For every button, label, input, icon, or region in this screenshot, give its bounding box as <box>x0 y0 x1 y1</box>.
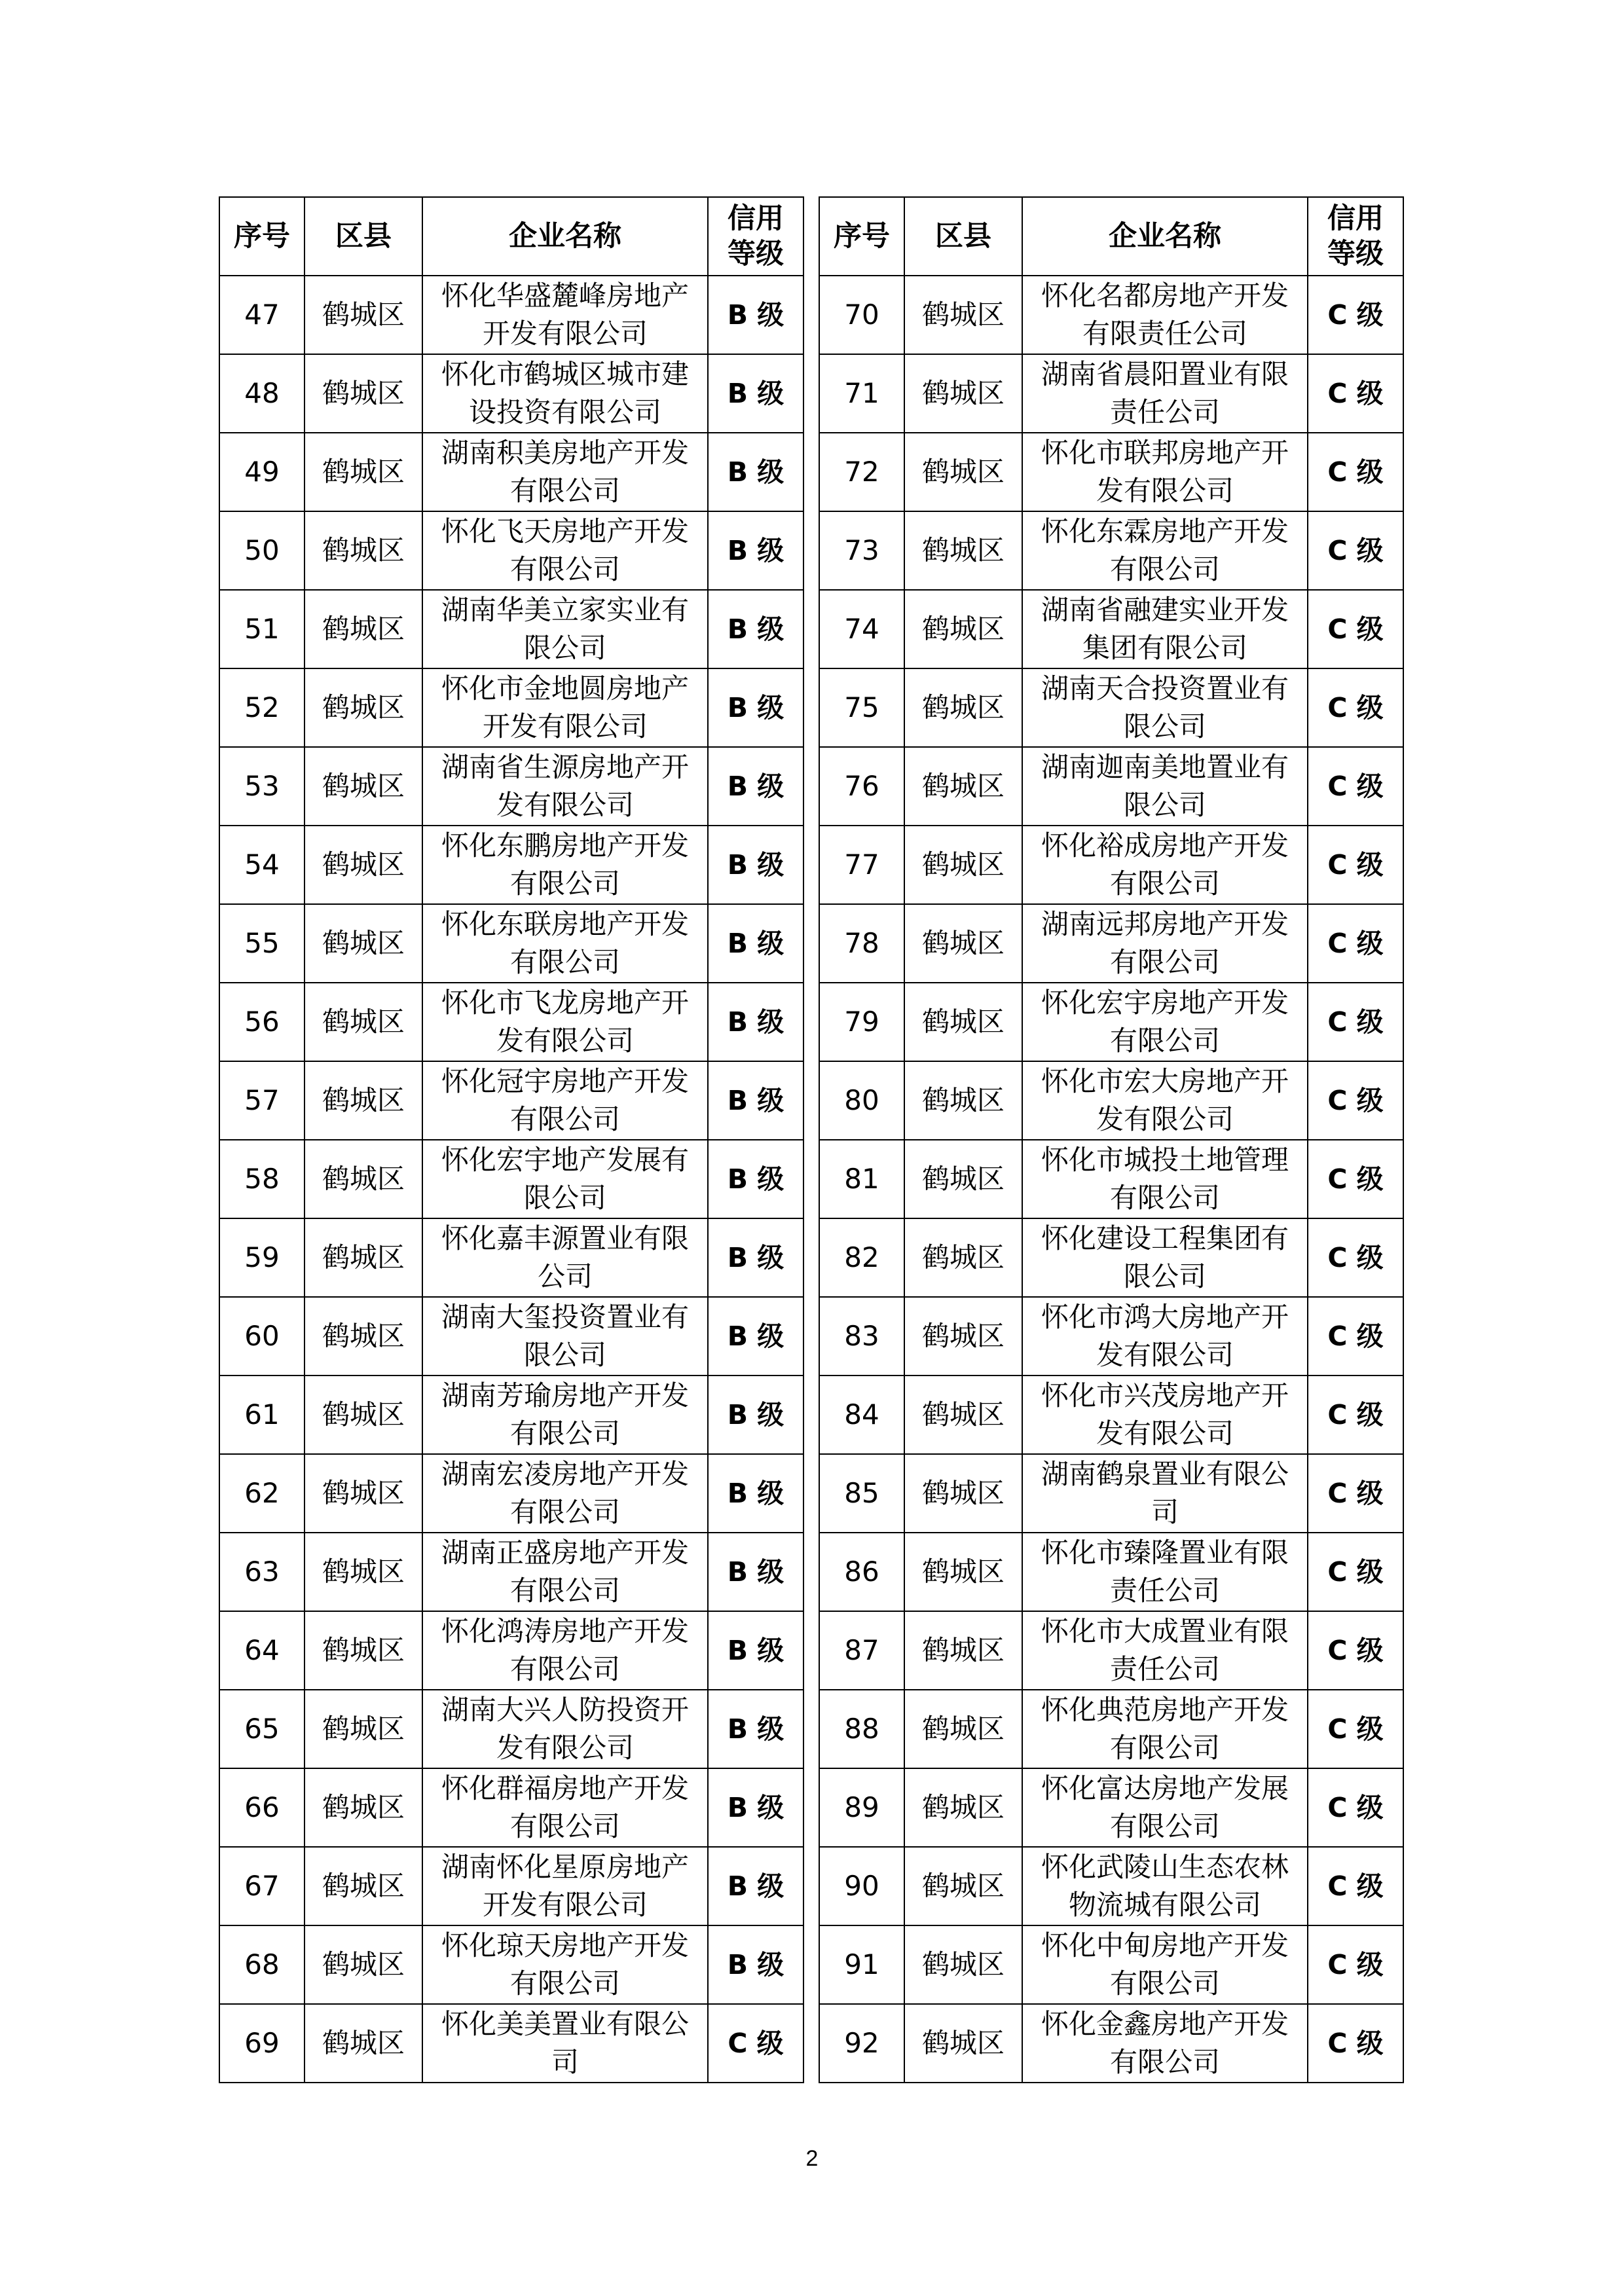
cell-seq: 53 <box>219 747 304 826</box>
cell-seq: 88 <box>819 1690 904 1768</box>
header-grade-line1: 信用 <box>728 202 784 235</box>
cell-credit-grade: B 级 <box>708 826 803 904</box>
header-company: 企业名称 <box>422 197 708 276</box>
cell-credit-grade: C 级 <box>1308 1454 1403 1533</box>
credit-table-left <box>219 196 804 2083</box>
cell-company-name: 怀化群福房地产开发有限公司 <box>422 1768 708 1847</box>
cell-seq: 79 <box>819 983 904 1061</box>
cell-credit-grade: C 级 <box>1308 590 1403 668</box>
table-row <box>819 983 1403 1061</box>
cell-credit-grade: B 级 <box>708 433 803 511</box>
cell-credit-grade: B 级 <box>708 1533 803 1611</box>
cell-district: 鹤城区 <box>904 354 1022 433</box>
cell-company-name: 湖南华美立家实业有限公司 <box>422 590 708 668</box>
cell-district: 鹤城区 <box>304 1768 422 1847</box>
table-row <box>219 276 803 354</box>
table-body-left <box>219 276 803 2083</box>
cell-seq: 58 <box>219 1140 304 1218</box>
cell-company-name: 怀化嘉丰源置业有限公司 <box>422 1218 708 1297</box>
table-row <box>819 904 1403 983</box>
table-row <box>819 668 1403 747</box>
cell-district: 鹤城区 <box>904 1925 1022 2004</box>
cell-company-name: 怀化建设工程集团有限公司 <box>1022 1218 1308 1297</box>
cell-credit-grade: B 级 <box>708 354 803 433</box>
cell-seq: 92 <box>819 2004 904 2083</box>
cell-company-name: 怀化鸿涛房地产开发有限公司 <box>422 1611 708 1690</box>
cell-company-name: 怀化东鹏房地产开发有限公司 <box>422 826 708 904</box>
cell-company-name: 怀化宏宇地产发展有限公司 <box>422 1140 708 1218</box>
cell-seq: 64 <box>219 1611 304 1690</box>
cell-company-name: 湖南远邦房地产开发有限公司 <box>1022 904 1308 983</box>
cell-seq: 52 <box>219 668 304 747</box>
table-row <box>219 354 803 433</box>
cell-seq: 83 <box>819 1297 904 1376</box>
cell-district: 鹤城区 <box>304 983 422 1061</box>
table-row <box>819 1140 1403 1218</box>
cell-credit-grade: C 级 <box>1308 354 1403 433</box>
cell-company-name: 湖南正盛房地产开发有限公司 <box>422 1533 708 1611</box>
table-row <box>819 1768 1403 1847</box>
table-row <box>219 983 803 1061</box>
cell-district: 鹤城区 <box>304 1454 422 1533</box>
table-row <box>219 904 803 983</box>
cell-district: 鹤城区 <box>904 276 1022 354</box>
table-row <box>819 590 1403 668</box>
cell-seq: 74 <box>819 590 904 668</box>
cell-credit-grade: C 级 <box>1308 1847 1403 1925</box>
cell-company-name: 怀化市金地圆房地产开发有限公司 <box>422 668 708 747</box>
cell-company-name: 湖南迦南美地置业有限公司 <box>1022 747 1308 826</box>
cell-district: 鹤城区 <box>304 747 422 826</box>
cell-district: 鹤城区 <box>304 1847 422 1925</box>
cell-district: 鹤城区 <box>304 1218 422 1297</box>
cell-seq: 51 <box>219 590 304 668</box>
cell-credit-grade: C 级 <box>1308 276 1403 354</box>
table-row <box>219 1768 803 1847</box>
cell-company-name: 怀化市鹤城区城市建设投资有限公司 <box>422 354 708 433</box>
cell-credit-grade: C 级 <box>708 2004 803 2083</box>
cell-seq: 87 <box>819 1611 904 1690</box>
cell-company-name: 湖南鹤泉置业有限公司 <box>1022 1454 1308 1533</box>
cell-credit-grade: C 级 <box>1308 1533 1403 1611</box>
cell-seq: 91 <box>819 1925 904 2004</box>
cell-credit-grade: C 级 <box>1308 1140 1403 1218</box>
cell-district: 鹤城区 <box>304 1925 422 2004</box>
cell-district: 鹤城区 <box>904 590 1022 668</box>
cell-credit-grade: B 级 <box>708 1218 803 1297</box>
cell-seq: 76 <box>819 747 904 826</box>
cell-credit-grade: B 级 <box>708 1376 803 1454</box>
cell-seq: 68 <box>219 1925 304 2004</box>
cell-district: 鹤城区 <box>904 1297 1022 1376</box>
cell-district: 鹤城区 <box>904 1768 1022 1847</box>
cell-company-name: 湖南宏凌房地产开发有限公司 <box>422 1454 708 1533</box>
table-row <box>219 1140 803 1218</box>
cell-seq: 84 <box>819 1376 904 1454</box>
cell-district: 鹤城区 <box>304 1611 422 1690</box>
cell-seq: 48 <box>219 354 304 433</box>
cell-credit-grade: B 级 <box>708 1140 803 1218</box>
cell-district: 鹤城区 <box>304 1376 422 1454</box>
table-row <box>819 747 1403 826</box>
table-row <box>819 1376 1403 1454</box>
cell-seq: 49 <box>219 433 304 511</box>
cell-company-name: 怀化市飞龙房地产开发有限公司 <box>422 983 708 1061</box>
cell-credit-grade: C 级 <box>1308 511 1403 590</box>
table-row <box>819 511 1403 590</box>
cell-district: 鹤城区 <box>304 1690 422 1768</box>
table-row <box>819 1533 1403 1611</box>
cell-company-name: 怀化金鑫房地产开发有限公司 <box>1022 2004 1308 2083</box>
cell-seq: 60 <box>219 1297 304 1376</box>
table-row <box>819 1847 1403 1925</box>
cell-company-name: 怀化市鸿大房地产开发有限公司 <box>1022 1297 1308 1376</box>
cell-credit-grade: B 级 <box>708 747 803 826</box>
cell-credit-grade: C 级 <box>1308 1925 1403 2004</box>
cell-seq: 75 <box>819 668 904 747</box>
cell-credit-grade: B 级 <box>708 1690 803 1768</box>
table-row <box>219 1533 803 1611</box>
cell-seq: 57 <box>219 1061 304 1140</box>
cell-company-name: 湖南大兴人防投资开发有限公司 <box>422 1690 708 1768</box>
cell-credit-grade: B 级 <box>708 1454 803 1533</box>
cell-seq: 55 <box>219 904 304 983</box>
table-row <box>819 1218 1403 1297</box>
table-row <box>219 1218 803 1297</box>
cell-district: 鹤城区 <box>304 1533 422 1611</box>
cell-company-name: 湖南大玺投资置业有限公司 <box>422 1297 708 1376</box>
cell-credit-grade: C 级 <box>1308 1690 1403 1768</box>
cell-company-name: 湖南省晨阳置业有限责任公司 <box>1022 354 1308 433</box>
table-row <box>219 1297 803 1376</box>
table-header-row <box>219 197 803 276</box>
cell-district: 鹤城区 <box>904 511 1022 590</box>
cell-credit-grade: B 级 <box>708 511 803 590</box>
cell-district: 鹤城区 <box>904 1454 1022 1533</box>
table-header-row <box>819 197 1403 276</box>
cell-district: 鹤城区 <box>904 1690 1022 1768</box>
cell-seq: 70 <box>819 276 904 354</box>
cell-company-name: 怀化东霖房地产开发有限公司 <box>1022 511 1308 590</box>
cell-district: 鹤城区 <box>904 904 1022 983</box>
table-row <box>819 2004 1403 2083</box>
cell-company-name: 怀化市宏大房地产开发有限公司 <box>1022 1061 1308 1140</box>
cell-company-name: 湖南芳瑜房地产开发有限公司 <box>422 1376 708 1454</box>
cell-seq: 69 <box>219 2004 304 2083</box>
cell-seq: 54 <box>219 826 304 904</box>
table-row <box>219 590 803 668</box>
cell-district: 鹤城区 <box>904 433 1022 511</box>
header-grade-line2: 等级 <box>728 238 784 270</box>
cell-district: 鹤城区 <box>904 1847 1022 1925</box>
cell-seq: 47 <box>219 276 304 354</box>
cell-seq: 80 <box>819 1061 904 1140</box>
cell-credit-grade: B 级 <box>708 1768 803 1847</box>
cell-company-name: 怀化市臻隆置业有限责任公司 <box>1022 1533 1308 1611</box>
cell-company-name: 湖南积美房地产开发有限公司 <box>422 433 708 511</box>
cell-seq: 78 <box>819 904 904 983</box>
cell-credit-grade: C 级 <box>1308 826 1403 904</box>
cell-district: 鹤城区 <box>904 1218 1022 1297</box>
cell-credit-grade: C 级 <box>1308 2004 1403 2083</box>
cell-credit-grade: C 级 <box>1308 1061 1403 1140</box>
cell-district: 鹤城区 <box>904 1061 1022 1140</box>
cell-district: 鹤城区 <box>304 1297 422 1376</box>
cell-seq: 67 <box>219 1847 304 1925</box>
header-district: 区县 <box>304 197 422 276</box>
cell-credit-grade: B 级 <box>708 276 803 354</box>
cell-district: 鹤城区 <box>304 433 422 511</box>
cell-seq: 81 <box>819 1140 904 1218</box>
cell-credit-grade: B 级 <box>708 668 803 747</box>
cell-seq: 73 <box>819 511 904 590</box>
cell-company-name: 怀化典范房地产开发有限公司 <box>1022 1690 1308 1768</box>
cell-seq: 72 <box>819 433 904 511</box>
cell-district: 鹤城区 <box>304 511 422 590</box>
cell-district: 鹤城区 <box>304 1140 422 1218</box>
cell-district: 鹤城区 <box>304 354 422 433</box>
cell-credit-grade: B 级 <box>708 1847 803 1925</box>
table-row <box>219 511 803 590</box>
cell-company-name: 怀化市城投土地管理有限公司 <box>1022 1140 1308 1218</box>
cell-seq: 71 <box>819 354 904 433</box>
table-row <box>219 1376 803 1454</box>
cell-company-name: 怀化市大成置业有限责任公司 <box>1022 1611 1308 1690</box>
cell-seq: 59 <box>219 1218 304 1297</box>
cell-company-name: 怀化市联邦房地产开发有限公司 <box>1022 433 1308 511</box>
table-row <box>219 1925 803 2004</box>
table-row <box>819 354 1403 433</box>
cell-credit-grade: C 级 <box>1308 1376 1403 1454</box>
cell-credit-grade: C 级 <box>1308 433 1403 511</box>
cell-district: 鹤城区 <box>904 1533 1022 1611</box>
table-row <box>219 433 803 511</box>
cell-company-name: 怀化富达房地产发展有限公司 <box>1022 1768 1308 1847</box>
table-row <box>219 1611 803 1690</box>
header-grade <box>1308 197 1403 276</box>
cell-credit-grade: C 级 <box>1308 1297 1403 1376</box>
cell-seq: 61 <box>219 1376 304 1454</box>
page-number: 2 <box>805 2146 819 2171</box>
header-seq: 序号 <box>219 197 304 276</box>
header-grade <box>708 197 803 276</box>
cell-seq: 77 <box>819 826 904 904</box>
table-row <box>819 276 1403 354</box>
cell-company-name: 湖南天合投资置业有限公司 <box>1022 668 1308 747</box>
cell-district: 鹤城区 <box>904 983 1022 1061</box>
cell-company-name: 怀化琼天房地产开发有限公司 <box>422 1925 708 2004</box>
cell-credit-grade: B 级 <box>708 1925 803 2004</box>
cell-company-name: 怀化市兴茂房地产开发有限公司 <box>1022 1376 1308 1454</box>
cell-company-name: 怀化华盛麓峰房地产开发有限公司 <box>422 276 708 354</box>
cell-district: 鹤城区 <box>304 590 422 668</box>
table-row <box>819 1061 1403 1140</box>
cell-seq: 65 <box>219 1690 304 1768</box>
cell-seq: 66 <box>219 1768 304 1847</box>
table-body-right <box>819 276 1403 2083</box>
cell-credit-grade: C 级 <box>1308 983 1403 1061</box>
header-district: 区县 <box>904 197 1022 276</box>
cell-credit-grade: C 级 <box>1308 668 1403 747</box>
cell-company-name: 湖南省融建实业开发集团有限公司 <box>1022 590 1308 668</box>
cell-seq: 82 <box>819 1218 904 1297</box>
header-seq: 序号 <box>819 197 904 276</box>
cell-district: 鹤城区 <box>904 1376 1022 1454</box>
cell-credit-grade: B 级 <box>708 983 803 1061</box>
cell-company-name: 怀化宏宇房地产开发有限公司 <box>1022 983 1308 1061</box>
cell-company-name: 怀化武陵山生态农林物流城有限公司 <box>1022 1847 1308 1925</box>
cell-credit-grade: B 级 <box>708 1061 803 1140</box>
cell-company-name: 怀化冠宇房地产开发有限公司 <box>422 1061 708 1140</box>
cell-seq: 63 <box>219 1533 304 1611</box>
cell-seq: 89 <box>819 1768 904 1847</box>
cell-seq: 85 <box>819 1454 904 1533</box>
header-company: 企业名称 <box>1022 197 1308 276</box>
cell-seq: 86 <box>819 1533 904 1611</box>
table-row <box>219 826 803 904</box>
table-row <box>819 1297 1403 1376</box>
cell-district: 鹤城区 <box>304 904 422 983</box>
cell-district: 鹤城区 <box>304 668 422 747</box>
cell-credit-grade: C 级 <box>1308 1611 1403 1690</box>
table-row <box>819 1454 1403 1533</box>
cell-credit-grade: B 级 <box>708 1297 803 1376</box>
table-row <box>219 747 803 826</box>
table-row <box>819 1690 1403 1768</box>
cell-district: 鹤城区 <box>304 1061 422 1140</box>
cell-company-name: 怀化中甸房地产开发有限公司 <box>1022 1925 1308 2004</box>
credit-table-right <box>819 196 1404 2083</box>
cell-credit-grade: C 级 <box>1308 1218 1403 1297</box>
cell-district: 鹤城区 <box>304 826 422 904</box>
cell-company-name: 怀化名都房地产开发有限责任公司 <box>1022 276 1308 354</box>
cell-district: 鹤城区 <box>904 1611 1022 1690</box>
cell-seq: 62 <box>219 1454 304 1533</box>
cell-company-name: 湖南省生源房地产开发有限公司 <box>422 747 708 826</box>
table-row <box>819 1611 1403 1690</box>
table-row <box>219 1847 803 1925</box>
table-row <box>219 2004 803 2083</box>
cell-district: 鹤城区 <box>904 826 1022 904</box>
cell-company-name: 湖南怀化星原房地产开发有限公司 <box>422 1847 708 1925</box>
cell-company-name: 怀化裕成房地产开发有限公司 <box>1022 826 1308 904</box>
table-row <box>819 826 1403 904</box>
header-grade-line1: 信用 <box>1327 202 1384 235</box>
cell-district: 鹤城区 <box>304 276 422 354</box>
cell-seq: 50 <box>219 511 304 590</box>
cell-credit-grade: B 级 <box>708 590 803 668</box>
table-row <box>219 1690 803 1768</box>
cell-seq: 90 <box>819 1847 904 1925</box>
cell-district: 鹤城区 <box>304 2004 422 2083</box>
table-row <box>219 1454 803 1533</box>
table-row <box>819 1925 1403 2004</box>
header-grade-line2: 等级 <box>1327 238 1384 270</box>
table-row <box>819 433 1403 511</box>
cell-district: 鹤城区 <box>904 747 1022 826</box>
table-row <box>219 1061 803 1140</box>
cell-credit-grade: C 级 <box>1308 747 1403 826</box>
cell-company-name: 怀化飞天房地产开发有限公司 <box>422 511 708 590</box>
cell-credit-grade: B 级 <box>708 1611 803 1690</box>
cell-seq: 56 <box>219 983 304 1061</box>
cell-company-name: 怀化东联房地产开发有限公司 <box>422 904 708 983</box>
cell-credit-grade: C 级 <box>1308 1768 1403 1847</box>
cell-district: 鹤城区 <box>904 1140 1022 1218</box>
cell-credit-grade: B 级 <box>708 904 803 983</box>
cell-district: 鹤城区 <box>904 2004 1022 2083</box>
cell-district: 鹤城区 <box>904 668 1022 747</box>
cell-company-name: 怀化美美置业有限公司 <box>422 2004 708 2083</box>
table-row <box>219 668 803 747</box>
cell-credit-grade: C 级 <box>1308 904 1403 983</box>
